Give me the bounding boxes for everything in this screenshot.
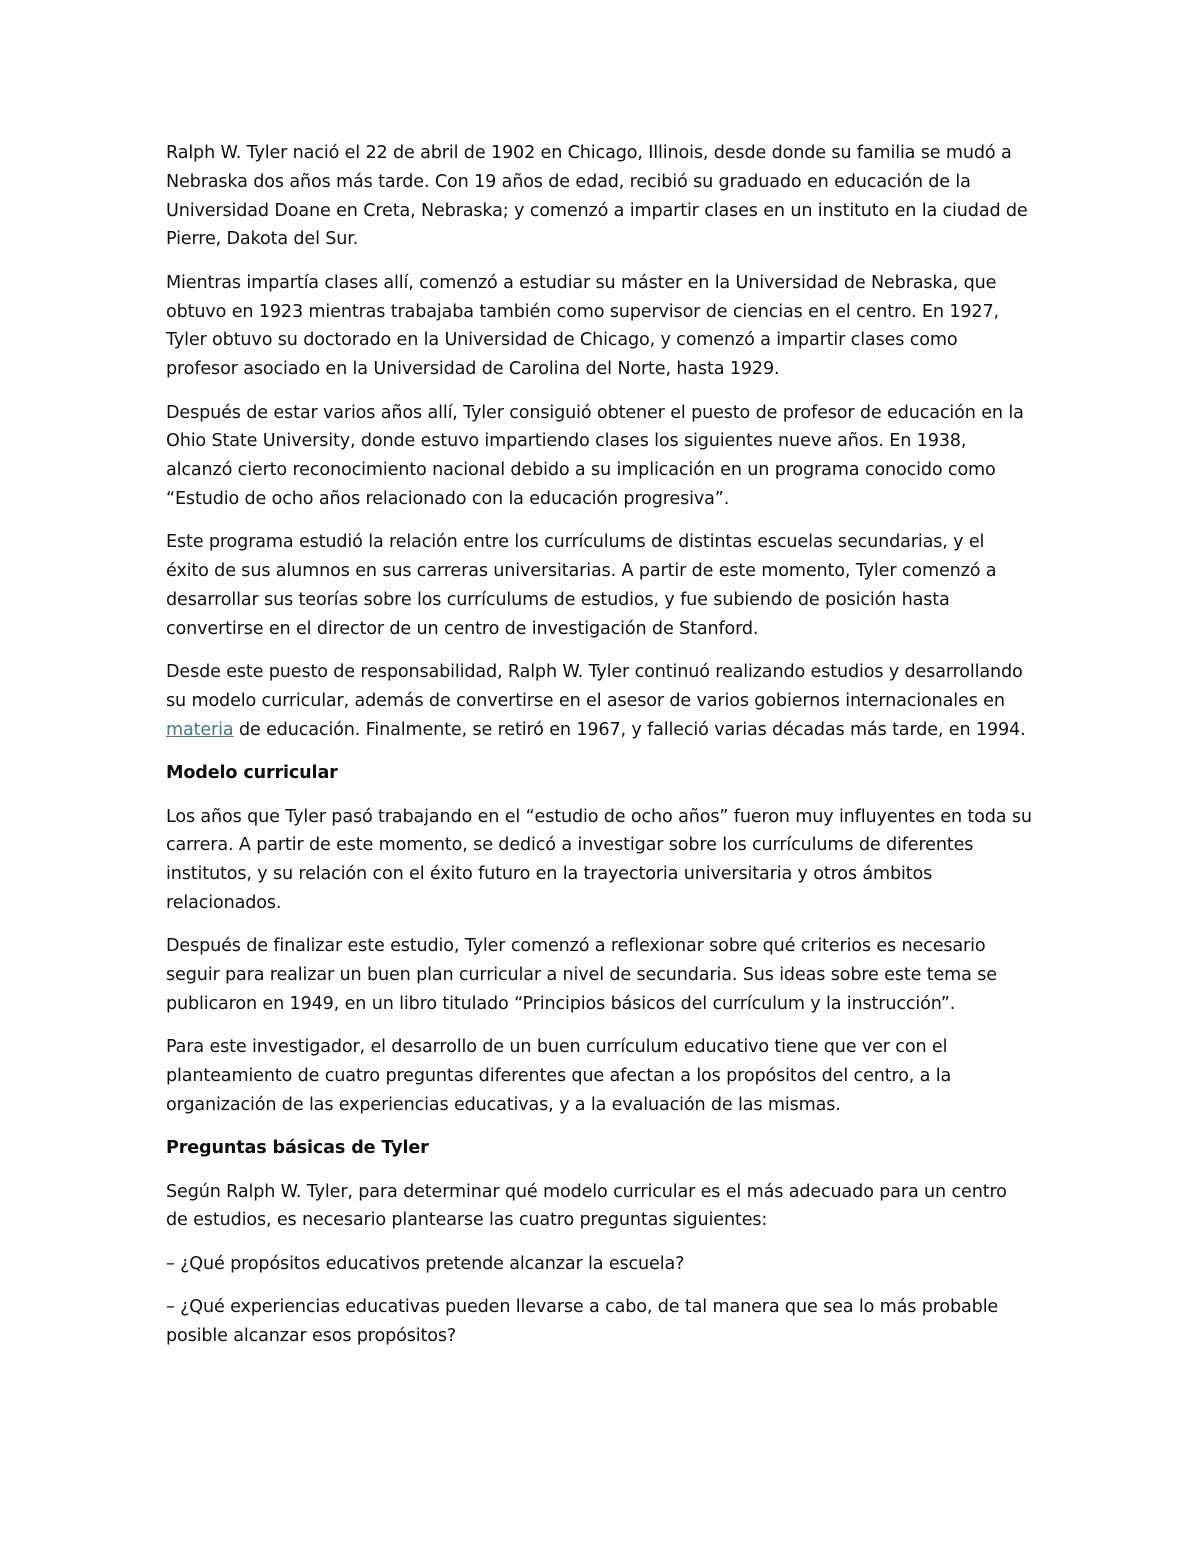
paragraph-ohio: Después de estar varios años allí, Tyler consiguió obtener el puesto de profesor de educación en la Ohio State University, donde estuvo impartiendo clases los siguientes nueve años. En 1938, alcanzó cierto reconocimiento nacional debido a su implicación en un programa conocido como “Estudio de ocho años relacionado con la educación progresiva”. <box>166 402 1024 509</box>
document-body <box>166 139 1032 1365</box>
paragraph-four-questions: Para este investigador, el desarrollo de un buen currículum educativo tiene que ver con el planteamiento de cuatro preguntas diferentes que afectan a los propósitos del centro, a la organización de las experiencias educativas, y a la evaluación de las mismas. <box>166 1037 952 1115</box>
paragraph-masters: Mientras impartía clases allí, comenzó a estudiar su máster en la Universidad de Nebraska, que obtuvo en 1923 mientras trabajaba también como supervisor de ciencias en el centro. En 1927, Tyler obtuvo su doctorado en la Universidad de Chicago, y comenzó a impartir clases como profesor asociado en la Universidad de Carolina del Norte, hasta 1929. <box>166 272 999 380</box>
paragraph-career-before: Desde este puesto de responsabilidad, Ralph W. Tyler continuó realizando estudios y desarrollando su modelo curricular, además de convertirse en el asesor de varios gobiernos internacionales en <box>166 662 1023 711</box>
question-item-2: – ¿Qué experiencias educativas pueden llevarse a cabo, de tal manera que sea lo más probable posible alcanzar esos propósitos? <box>166 1297 999 1347</box>
paragraph-career-after: de educación. Finalmente, se retiró en 1967, y falleció varias décadas más tarde, en 1994. <box>233 719 1026 740</box>
materia-link[interactable]: materia <box>166 719 234 740</box>
heading-modelo-curricular: Modelo curricular <box>166 763 338 784</box>
paragraph-questions-intro: Según Ralph W. Tyler, para determinar qué modelo curricular es el más adecuado para un centro de estudios, es necesario plantearse las cuatro preguntas siguientes: <box>166 1181 1007 1231</box>
paragraph-birth: Ralph W. Tyler nació el 22 de abril de 1902 en Chicago, Illinois, desde donde su familia se mudó a Nebraska dos años más tarde. Con 19 años de edad, recibió su graduado en educación de la Universidad Doane en Creta, Nebraska; y comenzó a impartir clases en un instituto en la ciudad de Pierre, Dakota del Sur. <box>166 143 1028 250</box>
paragraph-eight-year-study: Los años que Tyler pasó trabajando en el “estudio de ocho años” fueron muy influyentes en toda su carrera. A partir de este momento, se dedicó a investigar sobre los currículums de diferentes institutos, y su relación con el éxito futuro en la trayectoria universitaria y otros ámbitos relacionados. <box>166 806 1032 913</box>
paragraph-program: Este programa estudió la relación entre los currículums de distintas escuelas secundarias, y el éxito de sus alumnos en sus carreras universitarias. A partir de este momento, Tyler comenzó a desarrollar sus teorías sobre los currículums de estudios, y fue subiendo de posición hasta convertirse en el director de un centro de investigación de Stanford. <box>166 532 997 639</box>
heading-preguntas-basicas: Preguntas básicas de Tyler <box>166 1138 429 1159</box>
paragraph-criteria: Después de finalizar este estudio, Tyler comenzó a reflexionar sobre qué criterios es necesario seguir para realizar un buen plan curricular a nivel de secundaria. Sus ideas sobre este tema se publicaron en 1949, en un libro titulado “Principios básicos del currículum y la instrucción”. <box>166 936 997 1014</box>
question-item-1: – ¿Qué propósitos educativos pretende alcanzar la escuela? <box>166 1253 685 1274</box>
paragraph-career <box>166 658 1032 744</box>
